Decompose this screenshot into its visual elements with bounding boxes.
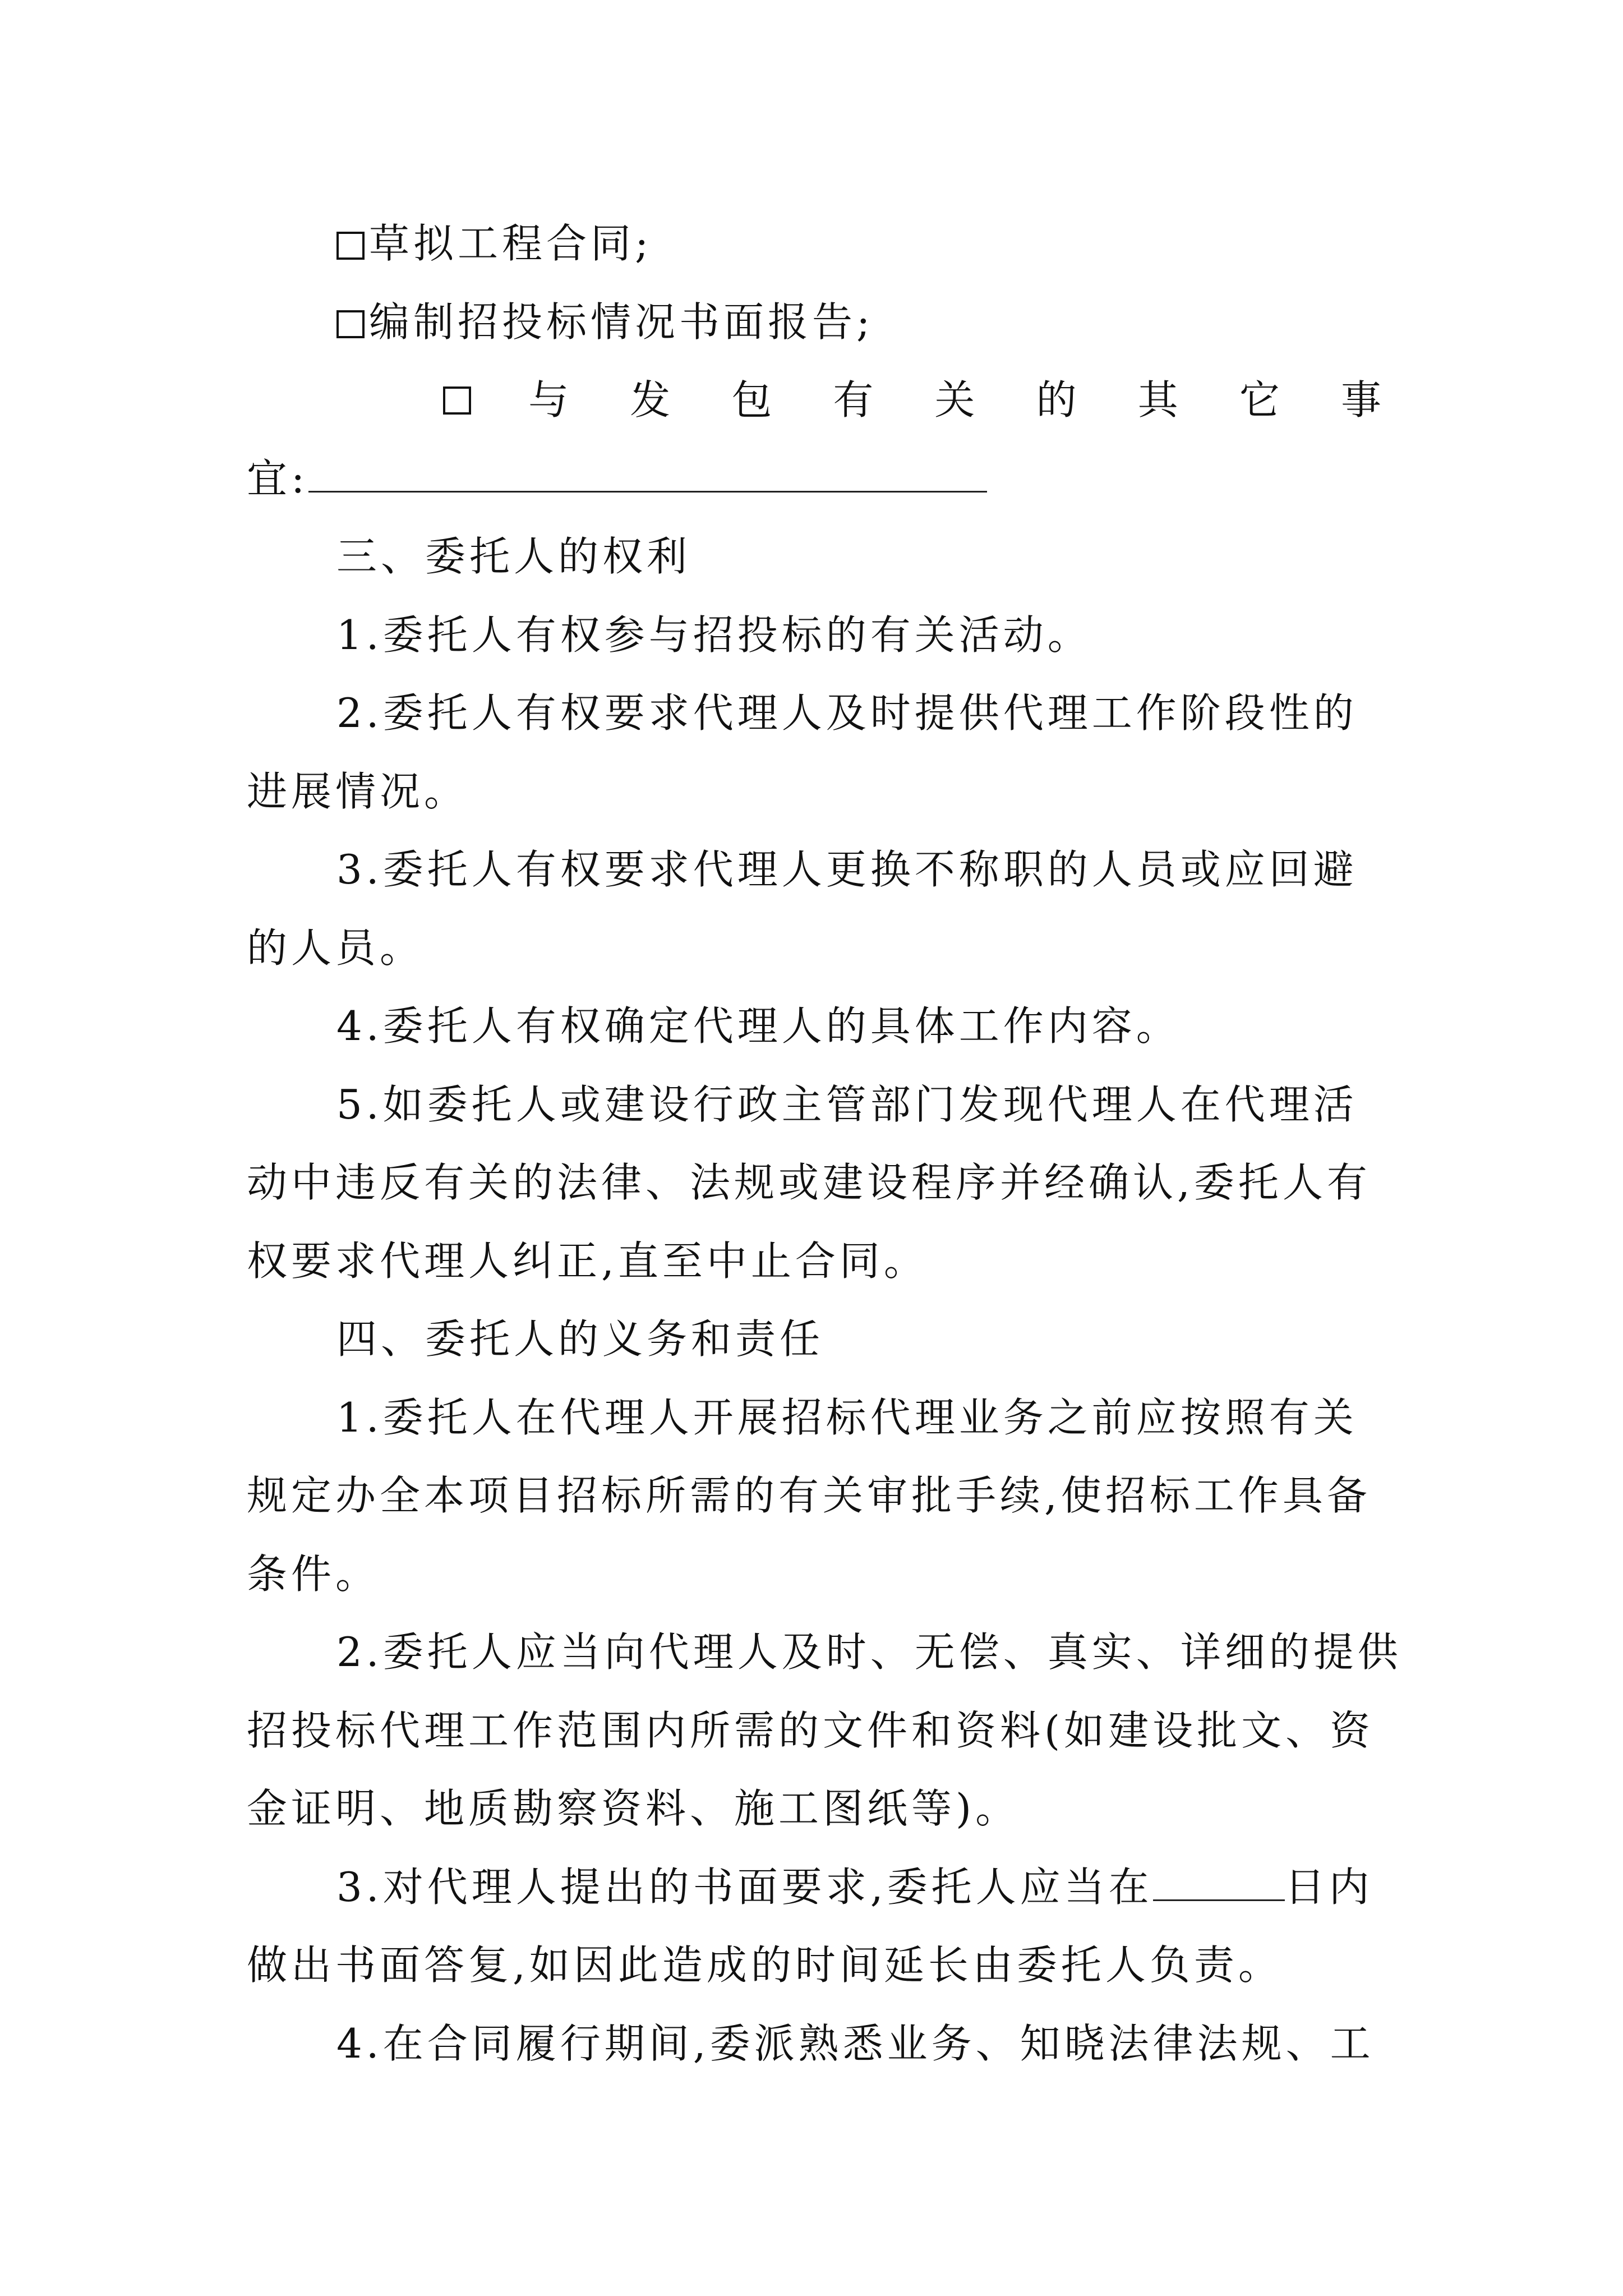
paragraph-line: 1.委托人有权参与招投标的有关活动。 [336,611,1092,659]
paragraph-line: 权要求代理人纠正,直至中止合同。 [247,1237,928,1285]
checkbox[interactable] [443,386,471,415]
paragraph-line: 2.委托人应当向代理人及时、无偿、真实、详细的提供 [336,1628,1402,1676]
justified-char: 包 [731,376,776,424]
section-heading-client-obligations: 四、委托人的义务和责任 [336,1315,824,1363]
paragraph-line: 的人员。 [247,924,425,972]
checklist-item-label: 编制招投标情况书面报告; [369,298,874,346]
paragraph-line: 2.委托人有权要求代理人及时提供代理工作阶段性的 [336,689,1358,737]
checkbox[interactable] [336,310,365,338]
paragraph-line: 金证明、地质勘察资料、施工图纸等)。 [247,1785,1020,1832]
checklist-item-label: 草拟工程合同; [369,220,653,267]
fill-in-blank-days[interactable] [1153,1867,1285,1901]
paragraph-line: 5.如委托人或建设行政主管部门发现代理人在代理活 [336,1080,1358,1128]
checklist-item-other-matters [247,361,1385,440]
checklist-item-other-matters-continuation [247,440,1385,518]
justified-char: 其 [1137,376,1182,424]
section-heading-client-rights: 三、委托人的权利 [336,533,691,580]
justified-char: 事 [1340,376,1385,424]
paragraph-line: 4.在合同履行期间,委派熟悉业务、知晓法律法规、工 [336,2019,1375,2067]
justified-char: 它 [1239,376,1284,424]
justified-char: 与 [528,376,573,424]
paragraph-line: 进展情况。 [247,767,469,815]
paragraph-line-with-blank [247,1848,1385,1927]
paragraph-text: 日内 [1284,1863,1373,1911]
justified-char: 关 [934,376,979,424]
paragraph-line: 做出书面答复,如因此造成的时间延长由委托人负责。 [247,1941,1283,1989]
fill-in-blank-line[interactable] [308,458,987,493]
justified-char: 的 [1036,376,1081,424]
paragraph-line: 动中违反有关的法律、法规或建设程序并经确认,委托人有 [247,1159,1371,1206]
paragraph-line: 招投标代理工作范围内所需的文件和资料(如建设批文、资 [247,1706,1375,1754]
justified-char: 发 [630,376,675,424]
continuation-text: 宜: [247,454,309,502]
paragraph-text: 3.对代理人提出的书面要求,委托人应当在 [336,1863,1153,1911]
paragraph-line: 规定办全本项目招标所需的有关审批手续,使招标工作具备 [247,1472,1371,1519]
paragraph-line: 4.委托人有权确定代理人的具体工作内容。 [336,1002,1181,1050]
paragraph-line: 1.委托人在代理人开展招标代理业务之前应按照有关 [336,1393,1358,1441]
paragraph-line: 条件。 [247,1550,380,1598]
justified-char: 有 [833,376,878,424]
checkbox[interactable] [336,232,365,260]
document-body [247,205,1402,2083]
paragraph-line: 3.委托人有权要求代理人更换不称职的人员或应回避 [336,846,1358,893]
checklist-item-draft-contract [247,205,1385,283]
checklist-item-bid-report [247,283,1385,362]
